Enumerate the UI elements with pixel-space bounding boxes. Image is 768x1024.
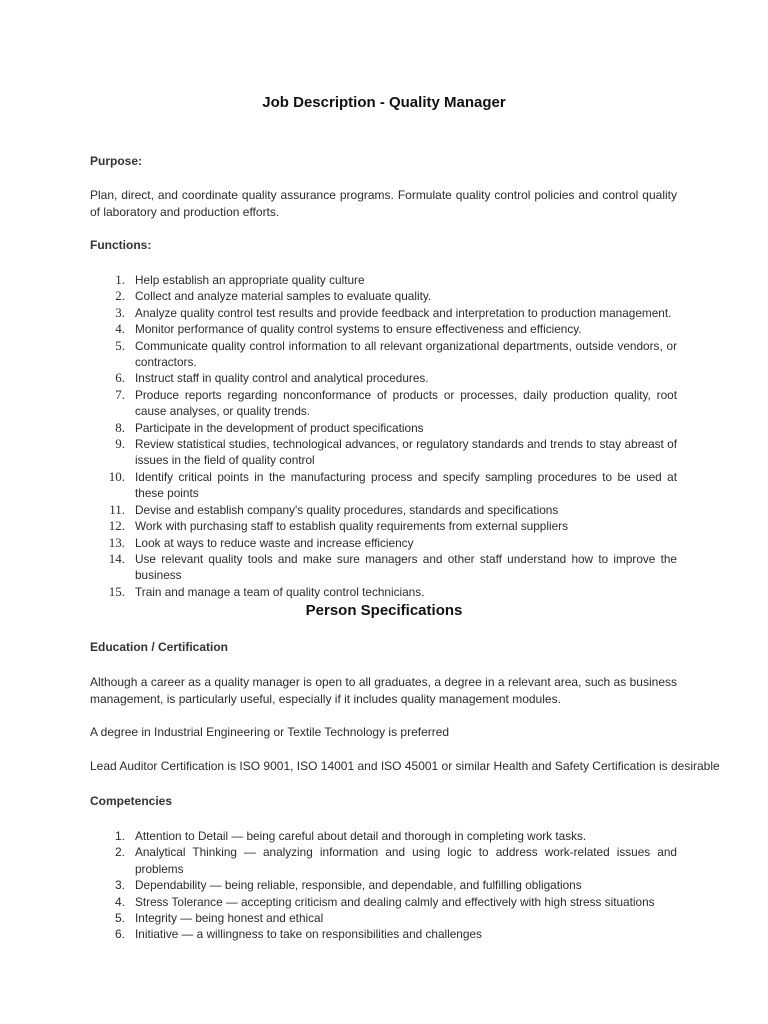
list-item-number: 11. [109,501,125,517]
list-item-text: Instruct staff in quality control and analytical procedures. [135,371,429,386]
list-item [90,469,677,502]
list-item [90,321,677,337]
list-item-number: 2. [114,845,125,860]
list-item-number: 5. [114,911,125,926]
list-item-number: 8. [115,419,125,435]
list-item-number: 3. [114,878,125,893]
list-item-text: Participate in the development of product specifications [135,420,424,435]
functions-list [90,272,677,600]
list-item-text: Produce reports regarding nonconformance of products or processes, daily production quality, root cause analyses, or quality trends. [135,387,677,419]
list-item [90,877,677,893]
list-item-number: 15. [108,583,125,599]
list-item-number: 2. [115,288,125,304]
list-item [90,551,677,584]
list-item-text: Train and manage a team of quality control technicians. [135,584,425,599]
list-item-text: Monitor performance of quality control systems to ensure effectiveness and efficiency. [135,322,582,337]
list-item-number: 6. [115,370,125,386]
list-item [90,535,677,551]
list-item-number: 10. [108,468,125,484]
list-item [90,288,677,304]
list-item [90,518,677,534]
list-item [90,926,677,942]
person-specifications-title: Person Specifications [305,602,463,619]
purpose-heading: Purpose: [90,154,143,168]
list-item-text: Devise and establish company's quality procedures, standards and specifications [135,502,559,517]
education-paragraph: Although a career as a quality manager is open to all graduates, a degree in a relevant area, such as business management, is particularly useful, especially if it includes quality management modules. [90,675,677,706]
list-item-number: 9. [115,436,125,452]
list-item-text: Initiative — a willingness to take on responsibilities and challenges [135,927,482,942]
list-item [90,828,677,844]
list-item-text: Integrity — being honest and ethical [135,911,324,926]
list-item-number: 1. [114,829,125,843]
list-item-text: Collect and analyze material samples to evaluate quality. [135,289,432,304]
list-item-text: Communicate quality control information to all relevant organizational departments, outside vendors, or contractors. [135,338,677,370]
list-item [90,370,677,386]
list-item-text: Dependability — being reliable, responsible, and dependable, and fulfilling obligations [135,878,582,893]
list-item-text: Identify critical points in the manufacturing process and specify sampling procedures to be used at these points [135,469,677,501]
list-item-number: 4. [114,894,125,909]
list-item-text: Analyze quality control test results and provide feedback and interpretation to production management. [135,305,672,320]
list-item [90,272,677,288]
list-item-number: 5. [115,337,125,353]
list-item [90,436,677,469]
list-item [90,844,677,877]
list-item-number: 12. [108,518,125,534]
education-heading: Education / Certification [90,640,229,654]
certification-paragraph: Lead Auditor Certification is ISO 9001, ISO 14001 and ISO 45001 or similar Health and Safety Certification is desirable [90,759,720,773]
list-item-text: Review statistical studies, technological advances, or regulatory standards and trends to stay abreast of issues in the field of quality control [135,437,677,468]
list-item [90,910,677,926]
degree-paragraph: A degree in Industrial Engineering or Textile Technology is preferred [90,725,450,739]
purpose-paragraph: Plan, direct, and coordinate quality assurance programs. Formulate quality control policies and control quality of laboratory and production efforts. [90,188,677,219]
list-item [90,387,677,420]
list-item [90,305,677,321]
list-item-text: Stress Tolerance — accepting criticism and dealing calmly and effectively with high stress situations [135,894,655,909]
list-item-number: 3. [115,304,125,320]
page-title: Job Description - Quality Manager [262,94,506,111]
list-item-text: Work with purchasing staff to establish quality requirements from external suppliers [135,519,568,534]
competencies-heading: Competencies [90,794,173,808]
list-item-number: 13. [108,534,125,550]
list-item [90,338,677,371]
list-item [90,894,677,910]
list-item-number: 7. [115,386,125,402]
list-item-number: 6. [114,927,125,942]
list-item-text: Analytical Thinking — analyzing information and using logic to address work-related issues and problems [135,845,677,876]
list-item-number: 14. [108,550,125,566]
list-item-number: 1. [115,272,125,287]
list-item [90,502,677,518]
list-item-number: 4. [115,321,125,337]
competencies-list [90,828,677,943]
list-item-text: Use relevant quality tools and make sure managers and other staff understand how to improve the business [135,551,677,583]
list-item-text: Attention to Detail — being careful about detail and thorough in completing work tasks. [135,829,587,843]
list-item [90,420,677,436]
list-item [90,584,677,600]
functions-heading: Functions: [90,238,152,252]
list-item-text: Look at ways to reduce waste and increase efficiency [135,535,414,550]
list-item-text: Help establish an appropriate quality culture [135,273,365,287]
